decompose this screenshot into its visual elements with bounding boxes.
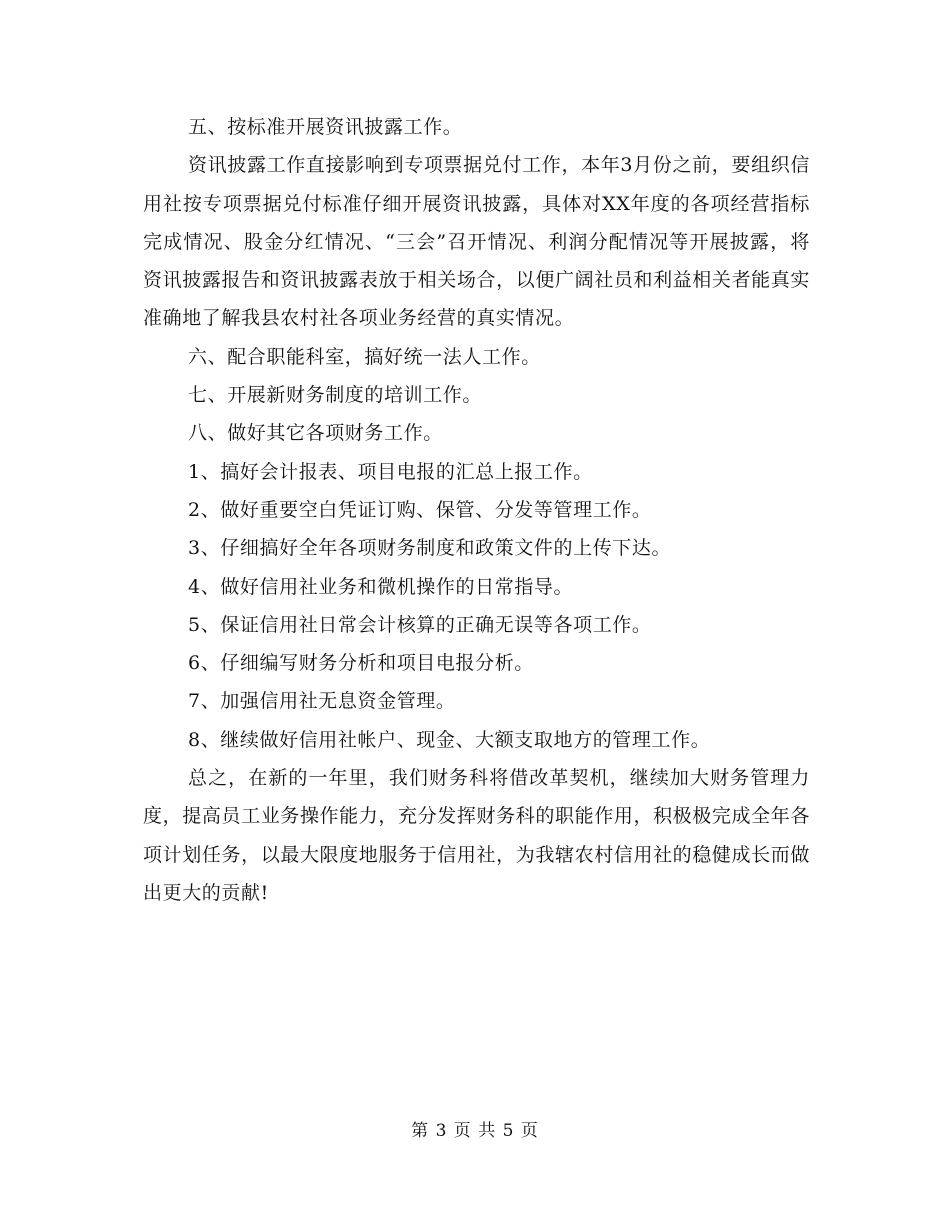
page-footer (0, 1116, 950, 1141)
section-heading-6: 六、配合职能科室，搞好统一法人工作。 (188, 345, 541, 368)
section-heading-8: 八、做好其它各项财务工作。 (188, 422, 443, 445)
list-item-2: 2、做好重要空白凭证订购、保管、分发等管理工作。 (188, 498, 652, 521)
page-number: 第 3 页 共 5 页 (411, 1121, 539, 1141)
list-item-7: 7、加强信用社无息资金管理。 (188, 690, 456, 713)
list-item-4: 4、做好信用社业务和微机操作的日常指导。 (188, 575, 574, 598)
document-body (143, 108, 810, 912)
section-heading-7: 七、开展新财务制度的培训工作。 (188, 384, 483, 407)
paragraph-conclusion: 总之，在新的一年里，我们财务科将借改革契机，继续加大财务管理力度，提高员工业务操作能力，充分发挥财务科的职能作用，积极极完成全年各项计划任务，以最大限度地服务于信用社，为我辖农村信用社的稳健成长而做出更大的贡献! (143, 767, 810, 904)
list-item-6: 6、仔细编写财务分析和项目电报分析。 (188, 652, 534, 675)
list-item-1: 1、搞好会计报表、项目电报的汇总上报工作。 (188, 460, 593, 483)
list-item-3: 3、仔细搞好全年各项财务制度和政策文件的上传下达。 (188, 537, 672, 560)
list-item-5: 5、保证信用社日常会计核算的正确无误等各项工作。 (188, 613, 652, 636)
list-item-8: 8、继续做好信用社帐户、现金、大额支取地方的管理工作。 (188, 728, 711, 751)
paragraph-disclosure: 资讯披露工作直接影响到专项票据兑付工作，本年3月份之前，要组织信用社按专项票据兑付标准仔细开展资讯披露，具体对XX年度的各项经营指标完成情况、股金分红情况、“三会”召开情况、利润分配情况等开展披露，将资讯披露报告和资讯披露表放于相关场合，以便广阔社员和利益相关者能真实准确地了解我县农村社各项业务经营的真实情况。 (143, 154, 810, 330)
section-heading-5: 五、按标准开展资讯披露工作。 (188, 116, 463, 138)
